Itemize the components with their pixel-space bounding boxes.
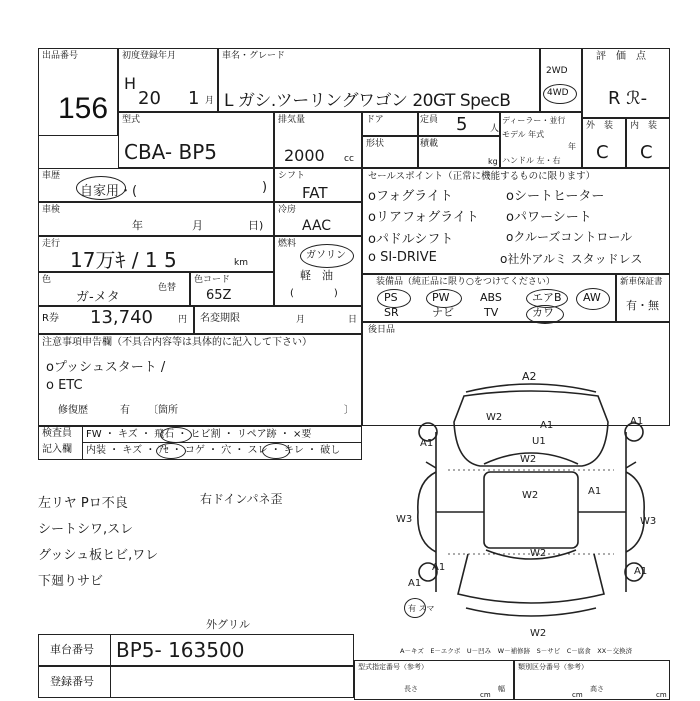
damage-mark: A1	[634, 566, 648, 577]
model-label: 型式	[122, 115, 141, 125]
lot-number-label: 出品番号	[42, 51, 79, 61]
warranty-value: 有・無	[626, 299, 659, 312]
first-registration-month: 1	[188, 88, 200, 109]
equip-item: ナビ	[432, 306, 454, 319]
capacity-value: 5	[456, 114, 468, 135]
reg-number-label: 登録番号	[50, 675, 94, 688]
ac-value: AAC	[302, 218, 332, 234]
chassis-divider	[110, 634, 111, 666]
lot-number: 156	[58, 92, 109, 125]
fuel-light-oil: 軽 油	[300, 269, 333, 282]
capacity-label: 定員	[420, 115, 439, 125]
first-registration-label: 初度登録年月	[122, 51, 177, 61]
door-label: ドア	[366, 115, 384, 125]
entry-label: 記入欄	[42, 444, 72, 455]
equip-item: ABS	[480, 291, 502, 304]
sales-point-item: oパドルシフト	[368, 232, 454, 247]
spec-label-2: 類別区分番号（参考）	[518, 663, 588, 671]
damage-mark: A1	[420, 438, 434, 449]
inspector-row-divider	[82, 442, 362, 443]
inspection-label: 車検	[42, 205, 61, 215]
spec-label-1: 型式指定番号（参考）	[358, 663, 428, 671]
shift-value: FAT	[302, 184, 328, 202]
drive-4wd: 4WD	[547, 88, 569, 98]
damage-mark: W2	[530, 628, 547, 639]
recycle-amount: 13,740	[90, 307, 153, 328]
inspector-divider	[82, 426, 83, 460]
displacement-label: 排気量	[278, 115, 306, 125]
color-value: ガ-メタ	[76, 290, 120, 305]
damage-mark: A1	[630, 416, 644, 427]
fuel-paren: ( )	[290, 288, 338, 299]
reg-number-divider	[110, 666, 111, 698]
capacity-unit: 人	[490, 124, 500, 134]
sales-point-item: o SI-DRIVE	[368, 250, 437, 265]
dealer-label: ディーラー・並行	[502, 116, 566, 125]
chassis-label: 車台番号	[50, 643, 94, 656]
repair-label: 修復歴	[58, 405, 88, 416]
ac-label: 冷房	[278, 205, 297, 215]
interior-label: 内 装	[630, 121, 658, 131]
history-label: 車歴	[42, 171, 61, 181]
mileage-unit: km	[234, 258, 248, 268]
equip-item: PW	[432, 291, 450, 304]
damage-mark: W2	[486, 412, 503, 423]
color-code-label: 色コード	[194, 275, 231, 285]
name-change-month: 月	[296, 315, 306, 325]
notes-title: 注意事項申告欄（不具合内容等は具体的に記入して下さい）	[42, 337, 312, 348]
rating-label: 評 価 点	[596, 51, 646, 62]
inspector-label: 検査員	[42, 428, 72, 439]
damage-mark: A1	[408, 578, 422, 589]
name-change-day: 日	[348, 315, 358, 325]
sales-point-item: oパワーシート	[506, 210, 592, 225]
history-value: 自家用・(	[80, 184, 138, 199]
displacement-value: 2000	[284, 146, 325, 165]
model-value: CBA- BP5	[124, 140, 218, 164]
history-close: )	[262, 180, 268, 195]
chassis-number: BP5- 163500	[116, 638, 245, 662]
remark-line: シートシワ,スレ	[38, 522, 134, 537]
damage-mark: W2	[520, 454, 537, 465]
displacement-unit: cc	[344, 154, 354, 164]
color-change-label: 色替	[158, 283, 177, 293]
height-label: 高さ	[590, 685, 604, 693]
recycle-unit: 円	[178, 315, 188, 325]
name-grade-label: 車名・グレード	[222, 51, 286, 61]
inspection-day: 日)	[248, 219, 264, 232]
inspection-month: 月	[192, 219, 203, 232]
notes-line: o ETC	[46, 378, 83, 393]
damage-mark: A2	[522, 370, 537, 383]
equip-item: エアB	[532, 291, 562, 304]
cm-unit: cm	[656, 691, 667, 699]
sales-points-title: セールスポイント（正常に機能するものに限ります）	[368, 171, 596, 182]
equipment-title: 装備品（純正品に限り○をつけてください）	[376, 277, 555, 287]
length-label: 長さ	[404, 685, 418, 693]
mileage-label: 走行	[42, 239, 61, 249]
sales-point-item: oフォグライト	[368, 189, 453, 204]
load-unit: kg	[488, 157, 498, 166]
sales-point-item: oシートヒーター	[506, 189, 605, 204]
interior-score: C	[640, 142, 653, 163]
damage-mark: W3	[396, 514, 413, 525]
grill-note: 有 スマ	[408, 604, 435, 613]
first-registration-era: H	[124, 74, 137, 93]
first-registration-month-unit: 月	[205, 96, 215, 106]
rating-value: R ℛ-	[608, 88, 648, 109]
damage-mark: A1	[588, 486, 602, 497]
damage-mark: A1	[432, 562, 446, 573]
sales-point-item: oクルーズコントロール	[506, 230, 633, 244]
recycle-label: R券	[42, 313, 59, 324]
width-label: 幅	[498, 685, 505, 693]
sales-point-item: oリアフォグライト	[368, 210, 479, 225]
inspector-fw-row: FW ・ キズ ・ 飛石 ・ ヒビ割 ・ リペア跡 ・ ×要	[86, 429, 312, 440]
remark-line: 下廻りサビ	[38, 574, 104, 589]
equip-item: SR	[384, 306, 399, 319]
cm-unit: cm	[480, 691, 491, 699]
repair-value: 有	[120, 405, 130, 416]
load-label: 積載	[420, 139, 439, 149]
car-diagram	[396, 372, 666, 644]
equip-item: カワ	[532, 306, 554, 319]
damage-mark: W3	[640, 516, 657, 527]
mileage-value: 17万ｷ / 1 5	[70, 248, 177, 272]
name-change-label: 名変期限	[200, 313, 240, 324]
damage-mark: U1	[532, 436, 546, 447]
cm-unit: cm	[572, 691, 583, 699]
stone-chip-circle	[160, 427, 192, 443]
year-unit: 年	[568, 142, 576, 151]
name-grade: L ガシ.ツーリングワゴン 20GT SpecB	[224, 91, 511, 111]
damage-mark: A1	[540, 420, 554, 431]
history-cell	[38, 168, 274, 202]
equip-item: PS	[384, 291, 398, 304]
fuel-gasoline: ガソリン	[306, 250, 346, 261]
damage-legend: A－キズ E－エクボ U－凹み W－補修跡 S－サビ C－腐食 XX－交換済	[400, 647, 633, 655]
fuel-label: 燃料	[278, 239, 297, 249]
exterior-label: 外 装	[586, 121, 614, 131]
scuff-circle	[262, 443, 290, 459]
shift-label: シフト	[278, 171, 306, 181]
inspector-int-row: 内装 ・ キズ ・ ｱｾ ・ コゲ ・ 穴 ・ スレ ・ キレ ・ 破し	[86, 445, 341, 456]
damage-mark: W2	[530, 548, 547, 559]
notes-line: oプッシュスタート /	[46, 360, 166, 375]
warranty-label: 新車保証書	[620, 277, 663, 287]
color-code-value: 65Z	[206, 288, 232, 303]
exterior-score: C	[596, 142, 609, 163]
shape-label: 形状	[366, 139, 385, 149]
remark-line: 左リヤ Pロ不良	[38, 496, 128, 511]
color-label: 色	[42, 275, 52, 285]
model-year-label: モデル 年式	[502, 130, 545, 139]
remark-right: 右ドインパネ歪	[200, 492, 283, 506]
damage-mark: W2	[522, 490, 539, 501]
inspection-cell	[38, 202, 274, 236]
rear-items-label: 後日品	[368, 325, 396, 335]
first-registration-year: 20	[138, 88, 161, 109]
fading-circle	[156, 443, 186, 459]
sales-point-item: o社外アルミ スタッドレス	[500, 252, 643, 266]
bumper-note: 外グリル	[206, 618, 250, 631]
equip-item: AW	[583, 291, 601, 304]
remark-line: グッシュ板ヒビ,ワレ	[38, 548, 159, 563]
equip-item: TV	[484, 306, 499, 319]
handle-label: ハンドル 左・右	[502, 156, 561, 165]
inspection-year: 年	[132, 219, 143, 232]
drive-2wd: 2WD	[546, 66, 568, 76]
repair-close: 〕	[344, 405, 354, 416]
repair-place: 〔箇所	[148, 405, 178, 416]
